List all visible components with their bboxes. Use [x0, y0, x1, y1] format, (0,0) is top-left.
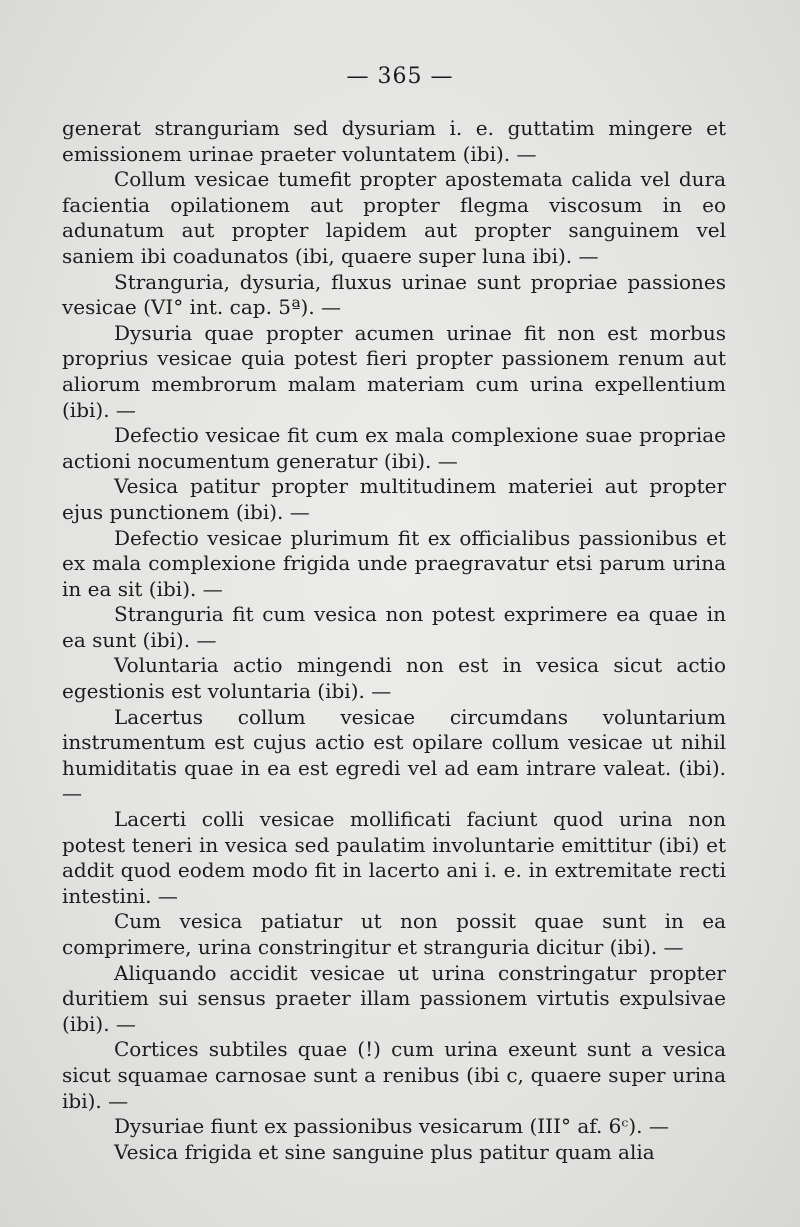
paragraph-stranguria-dysuria: Stranguria, dysuria, fluxus urinae sunt propriae passiones vesicae (VI° int. cap. 5ª). —: [62, 269, 726, 320]
paragraph-defectio-complexione: Defectio vesicae fit cum ex mala complexione suae propriae actioni nocumentum generatur (ibi). —: [62, 423, 726, 473]
paragraph-aliquando: Aliquando accidit vesicae ut urina constringatur propter duritiem sui sensus praeter illam passionem virtutis expulsivae (ibi). —: [62, 960, 726, 1036]
body-text: [62, 116, 726, 1165]
paragraph-lacerti-colli: Lacerti colli vesicae mollificati faciunt quod urina non potest teneri in vesica sed paulatim involuntarie emittitur (ibi) et addit quod eodem modo fit in lacerto ani i. e. in extremitate recti intestini. —: [62, 807, 726, 908]
paragraph-voluntaria-actio: Voluntaria actio mingendi non est in vesica sicut actio egestionis est voluntaria (ibi). —: [62, 653, 726, 704]
paragraph-dysuriae-fiunt: Dysuriae fiunt ex passionibus vesicarum (III° af. 6ᶜ). —: [114, 1114, 669, 1139]
paragraph-lacertus-collum: Lacertus collum vesicae circumdans voluntarium instrumentum est cujus actio est opilare collum vesicae ut nihil humiditatis quae in ea est egredi vel ad eam intrare valeat. (ibi). —: [62, 704, 726, 806]
paragraph-continuation: generat stranguriam sed dysuriam i. e. guttatim mingere et emissionem urinae praeter voluntatem (ibi). —: [62, 116, 726, 166]
paragraph-stranguria-exprimere: Stranguria fit cum vesica non potest exprimere ea quae in ea sunt (ibi). —: [62, 602, 726, 652]
paragraph-vesica-frigida: Vesica frigida et sine sanguine plus patitur quam alia: [114, 1139, 655, 1164]
paragraph-dysuria-acumen: Dysuria quae propter acumen urinae fit non est morbus proprius vesicae quia potest fieri propter passionem renum aut aliorum membrorum malam materiam cum urina expellentium (ibi). —: [62, 320, 726, 422]
paragraph-defectio-plurimum: Defectio vesicae plurimum fit ex officialibus passionibus et ex mala complexione frigida unde praegravatur etsi parum urina in ea sit (ibi). —: [62, 525, 726, 601]
page-number: — 365 —: [346, 64, 454, 89]
paragraph-cum-vesica: Cum vesica patiatur ut non possit quae sunt in ea comprimere, urina constringitur et stranguria dicitur (ibi). —: [62, 909, 726, 959]
paragraph-cortices: Cortices subtiles quae (!) cum urina exeunt sunt a vesica sicut squamae carnosae sunt a renibus (ibi c, quaere super urina ibi). —: [62, 1037, 726, 1113]
paragraph-collum-vesicae: Collum vesicae tumefit propter apostemata calida vel dura facientia opilationem aut propter flegma viscosum in eo adunatum aut propter lapidem aut propter sanguinem vel saniem ibi coadunatos (ibi, quaere super luna ibi). —: [62, 167, 726, 268]
paragraph-vesica-patitur: Vesica patitur propter multitudinem materiei aut propter ejus punctionem (ibi). —: [62, 474, 726, 524]
